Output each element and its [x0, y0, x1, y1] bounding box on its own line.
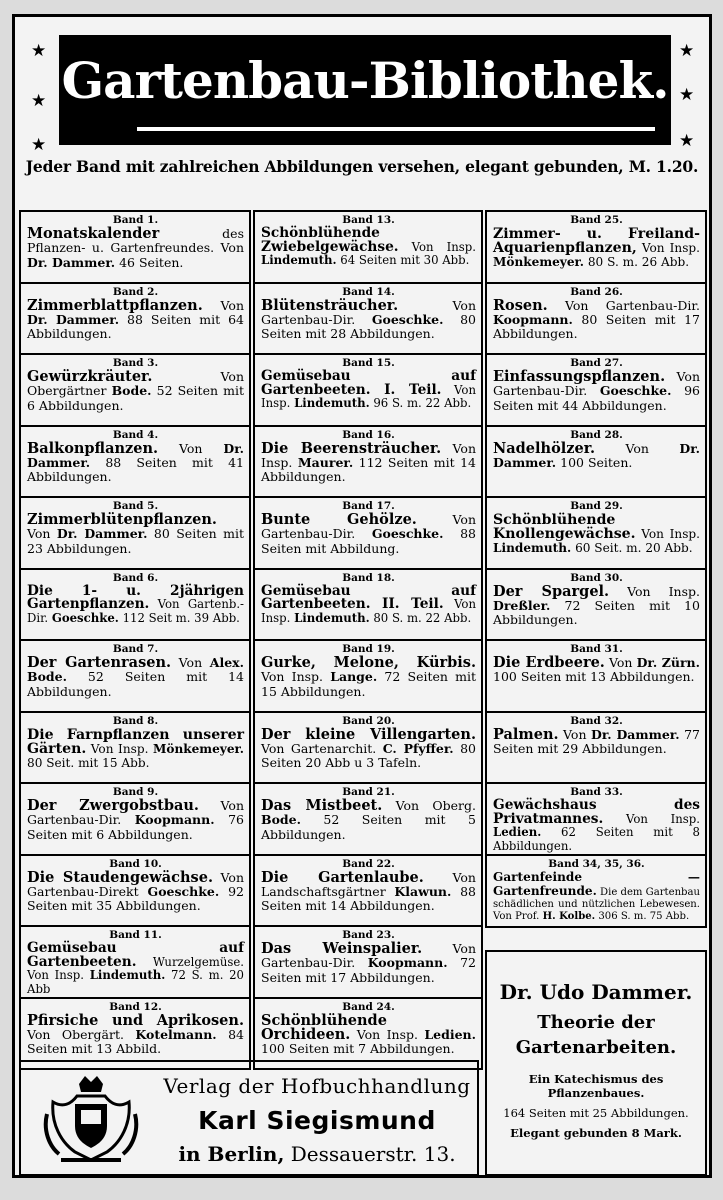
volume-pages: 52 Seiten mit 14 Abbildungen. — [27, 669, 244, 699]
volume-author: Mönkemeyer. — [152, 741, 244, 756]
ad-title: Theorie der Gartenarbeiten. — [515, 1012, 677, 1058]
volume-number: Band 19. — [342, 643, 395, 655]
volume-entry — [19, 496, 251, 570]
volume-detail: Von — [558, 726, 591, 742]
star-ornament-icon: ★ — [31, 41, 47, 61]
volume-detail: Von Insp. — [398, 239, 476, 254]
volume-entry — [253, 496, 483, 570]
volume-title: Bunte Gehölze. — [261, 511, 417, 528]
volume-author: Dr. Dammer. — [27, 311, 120, 327]
volume-author: Maurer. — [297, 454, 354, 470]
star-ornament-icon: ★ — [31, 135, 47, 155]
volume-detail: Von Oberg. — [382, 798, 477, 813]
volume-author: Dr. Dammer. — [27, 440, 244, 470]
volume-title: Die Farnpflanzen unserer Gärten. — [27, 726, 244, 757]
volume-number: Band 10. — [109, 857, 162, 870]
volume-pages: 96 S. m. 22 Abb. — [369, 396, 472, 411]
volume-pages: 72 Seiten mit 15 Abbildungen. — [261, 669, 476, 699]
volume-title: Der Zwergobstbau. — [27, 797, 199, 814]
volume-text — [27, 227, 244, 270]
volume-number: Band 8. — [112, 714, 159, 727]
volume-detail: Von — [27, 526, 57, 542]
volume-pages: 72 Seiten mit 10 Abbildungen. — [493, 597, 700, 628]
volume-number: Band 23. — [342, 929, 395, 941]
volume-text — [493, 439, 700, 471]
volume-text — [261, 656, 476, 699]
volume-author: Koopmann. — [367, 955, 448, 971]
volume-pages: 84 Seiten mit 13 Abbild. — [27, 1026, 244, 1057]
volume-author: Dr. Dammer. — [493, 440, 700, 470]
volume-detail: Von — [171, 655, 210, 670]
volume-detail: Von Insp. — [261, 597, 476, 625]
volume-title: Das Weinspalier. — [261, 940, 423, 957]
volume-number: Band 25. — [570, 214, 623, 226]
volume-detail: Von Landschaftsgärtner — [261, 869, 476, 899]
volume-entry — [253, 782, 483, 856]
page-title: Gartenbau-Bibliothek. — [61, 51, 669, 110]
star-ornament-icon: ★ — [679, 41, 695, 61]
volume-title: Gurke, Melone, Kürbis. — [261, 654, 476, 671]
volume-title: Der Spargel. — [493, 582, 610, 600]
volume-entry — [253, 925, 483, 999]
volume-author: Goeschke. — [147, 883, 220, 899]
volume-text — [261, 513, 476, 556]
volume-title: Das Mistbeet. — [261, 797, 383, 814]
volume-text — [27, 296, 244, 342]
volume-number: Band 6. — [112, 571, 159, 584]
volume-title: Rosen. — [493, 296, 548, 314]
volume-entry — [253, 639, 483, 713]
volume-author: Bode. — [261, 812, 301, 828]
volume-author: Lindemuth. — [493, 541, 572, 555]
volume-text — [493, 513, 700, 555]
volume-author: Lindemuth. — [294, 396, 370, 411]
volume-entry — [485, 854, 707, 928]
volume-entry — [485, 639, 707, 713]
volume-number: Band 11. — [109, 929, 162, 941]
volume-detail: Von Gartenbau-Direkt — [27, 869, 244, 899]
volume-pages: 77 Seiten mit 29 Abbildungen. — [493, 726, 700, 756]
volume-text — [27, 656, 244, 699]
volume-entry — [485, 568, 707, 642]
volume-entry — [253, 425, 483, 499]
volume-entry — [485, 353, 707, 427]
volume-entry — [19, 997, 251, 1071]
volume-text — [261, 868, 476, 914]
volume-detail: Von Insp. — [261, 440, 476, 470]
volume-detail: Von Gartenbau-Dir. — [261, 512, 476, 542]
volume-text — [493, 296, 700, 342]
volume-entry — [19, 425, 251, 499]
volume-entry — [485, 282, 707, 356]
volume-number: Band 34, 35, 36. — [548, 857, 645, 870]
volume-pages: 96 Seiten mit 44 Abbildungen. — [493, 383, 700, 413]
volume-text — [27, 582, 244, 626]
volume-entry — [19, 854, 251, 928]
volume-detail: Von Gartenbau-Dir. — [493, 369, 700, 399]
volume-entry — [19, 711, 251, 785]
volume-number: Band 21. — [342, 786, 395, 798]
book-advertisement — [485, 950, 707, 1176]
publisher-name: Karl Siegismund — [198, 1106, 436, 1135]
volume-number: Band 14. — [342, 285, 395, 298]
volume-title: Balkonpflanzen. — [27, 439, 159, 457]
volume-title: Gartenfeinde — Gartenfreunde. — [493, 869, 700, 898]
volume-entry — [19, 353, 251, 427]
volume-author: Dreßler. — [493, 597, 551, 613]
volume-number: Band 1. — [112, 214, 159, 226]
volume-text — [27, 728, 244, 770]
volume-detail: Von — [604, 655, 637, 670]
publisher-line: Verlag der Hofbuchhandlung — [163, 1074, 471, 1098]
volume-number: Band 28. — [570, 428, 623, 441]
volume-entry — [253, 568, 483, 642]
volume-author: Lindemuth. — [89, 968, 166, 983]
volume-author: Lange. — [330, 669, 378, 685]
volume-title: Gemüsebau auf Gartenbeeten. II. Teil. — [261, 582, 476, 613]
volume-text — [493, 656, 700, 685]
volume-number: Band 30. — [570, 571, 623, 584]
ad-price: Elegant gebunden 8 Mark. — [510, 1126, 682, 1140]
volume-entry — [485, 496, 707, 570]
publisher-address-line — [159, 1142, 475, 1166]
volume-author: Ledien. — [424, 1026, 476, 1042]
volume-title: Schönblühende Knollengewächse. — [493, 512, 636, 542]
volume-pages: 80 Seiten mit 17 Abbildungen. — [493, 311, 700, 342]
volume-text — [27, 942, 244, 996]
volume-number: Band 22. — [342, 857, 395, 870]
volume-author: Dr. Dammer. — [27, 254, 116, 270]
volume-text — [261, 439, 476, 485]
volume-entry — [253, 997, 483, 1071]
volume-number: Band 32. — [570, 714, 623, 727]
volume-detail: des Pflanzen- u. Gartenfreundes. Von — [27, 226, 244, 256]
volume-author: Klawun. — [394, 883, 452, 899]
volume-text — [493, 799, 700, 853]
volume-pages: 92 Seiten mit 35 Abbildungen. — [27, 883, 244, 914]
volume-author: Lindemuth. — [261, 253, 337, 268]
volume-text — [27, 799, 244, 842]
volume-text — [493, 227, 700, 269]
volume-pages: 100 Seiten mit 7 Abbildungen. — [261, 1041, 455, 1057]
volume-entry — [19, 568, 251, 642]
volume-author: Goeschke. — [599, 383, 672, 399]
volume-number: Band 27. — [570, 357, 623, 369]
volume-text — [27, 513, 244, 556]
volume-pages: 100 Seiten mit 13 Abbildungen. — [493, 669, 695, 685]
volume-title: Zimmer- u. Freiland-Aquarienpflanzen, — [493, 226, 700, 256]
volume-number: Band 33. — [570, 786, 623, 798]
volume-text — [261, 227, 476, 268]
volume-number: Band 26. — [570, 285, 623, 298]
volume-detail: Von Gartenb.-Dir. — [27, 597, 244, 625]
volume-text — [261, 799, 476, 842]
volume-text — [261, 1011, 476, 1057]
volume-pages: 88 Seiten mit Abbildung. — [261, 526, 476, 556]
volume-title: Die Beerensträucher. — [261, 439, 442, 457]
volume-pages: 52 Seiten mit 6 Abbildungen. — [27, 383, 244, 413]
volume-pages: 80 Seiten mit 23 Abbildungen. — [27, 526, 244, 556]
volume-detail: Von Insp. — [635, 527, 700, 541]
volume-detail: Von Gartenarchit. — [261, 740, 383, 756]
volume-entry — [485, 782, 707, 856]
volume-detail: Die dem Gartenbau schädlichen und nützlichen Lebewesen. Von Prof. — [493, 886, 701, 922]
volume-pages: 80 Seiten 20 Abb u 3 Tafeln. — [261, 740, 477, 771]
volume-pages: 100 Seiten. — [556, 454, 633, 470]
volume-text — [493, 582, 700, 628]
volume-number: Band 31. — [570, 643, 623, 655]
volume-title: Die Gartenlaube. — [261, 868, 424, 886]
publisher-address: Dessauerstr. 13. — [290, 1142, 456, 1166]
volume-pages: 52 Seiten mit 5 Abbildungen. — [261, 812, 476, 842]
volume-detail: Von Gartenbau-Dir. — [27, 798, 244, 828]
volume-detail: Von Insp. — [86, 741, 153, 756]
volume-pages: 62 Seiten mit 8 Abbildungen. — [493, 825, 700, 853]
coat-of-arms-icon — [41, 1074, 141, 1166]
volume-text — [261, 942, 476, 985]
volume-detail: Von Insp. — [636, 241, 700, 255]
volume-detail: Wurzelgemüse. Von Insp. — [27, 954, 244, 983]
volume-text — [261, 582, 476, 626]
volume-text — [27, 439, 244, 485]
volume-entry — [485, 711, 707, 785]
volume-number: Band 2. — [112, 285, 159, 298]
volume-text — [27, 1011, 244, 1057]
volume-pages: 80 S. m. 26 Abb. — [584, 255, 690, 269]
volume-title: Gewächshaus des Privatmannes. — [493, 797, 700, 827]
volume-number: Band 7. — [112, 643, 159, 655]
volume-number: Band 9. — [112, 786, 159, 798]
publisher-city: in Berlin, — [178, 1142, 285, 1166]
volume-title: Nadelhölzer. — [493, 439, 596, 457]
volume-title: Der Gartenrasen. — [27, 654, 172, 671]
volume-number: Band 18. — [342, 571, 395, 584]
volume-number: Band 3. — [112, 357, 159, 369]
volume-author: Koopmann. — [134, 812, 215, 828]
volume-number: Band 17. — [342, 500, 395, 512]
volume-detail: Von Gartenbau-Dir. — [261, 941, 476, 971]
volume-number: Band 16. — [342, 428, 395, 441]
volume-pages: 80 S. m. 22 Abb. — [369, 610, 472, 625]
volume-author: Koopmann. — [493, 311, 573, 327]
volume-entry — [485, 210, 707, 284]
publisher-imprint — [19, 1060, 479, 1176]
volume-pages: 88 Seiten mit 41 Abbildungen. — [27, 454, 244, 485]
volume-title: Schönblühende Orchideen. — [261, 1011, 387, 1043]
volume-pages: 112 Seiten mit 14 Abbildungen. — [261, 454, 476, 485]
volume-entry — [19, 282, 251, 356]
volume-title: Gemüsebau auf Gartenbeeten. — [27, 940, 244, 970]
volume-author: Goeschke. — [371, 526, 444, 542]
volume-pages: 72 S. m. 20 Abb — [27, 968, 244, 996]
star-ornament-icon: ★ — [679, 131, 695, 151]
volume-number: Band 29. — [570, 500, 623, 512]
volume-title: Die 1- u. 2jährigen Gartenpflanzen. — [27, 582, 244, 613]
title-banner — [59, 35, 671, 145]
volume-text — [493, 725, 700, 757]
volume-author: Ledien. — [493, 825, 542, 840]
volume-title: Zimmerblütenpflanzen. — [27, 511, 217, 528]
volume-text — [493, 370, 700, 413]
volume-author: Alex. Bode. — [27, 655, 244, 685]
volume-author: H. Kolbe. — [542, 910, 596, 922]
volume-author: Dr. Zürn. — [636, 655, 700, 670]
volume-number: Band 5. — [112, 500, 159, 512]
volume-detail: Von Insp. — [603, 811, 700, 826]
volume-author: Mönkemeyer. — [493, 255, 585, 269]
volume-title: Der kleine Villengarten. — [261, 725, 476, 743]
volume-entry — [253, 282, 483, 356]
volume-entry — [19, 210, 251, 284]
volume-detail: Von Insp. — [261, 669, 331, 685]
volume-detail: Von Obergärt. — [27, 1026, 136, 1042]
volume-detail: Von Gartenbau-Dir. — [547, 297, 700, 313]
volume-author: Bode. — [111, 383, 152, 399]
volume-pages: 60 Seit. m. 20 Abb. — [571, 541, 693, 555]
ad-author: Dr. Udo Dammer. — [499, 980, 693, 1004]
volume-title: Zimmerblattpflanzen. — [27, 296, 203, 314]
volume-number: Band 20. — [342, 714, 395, 727]
volume-entry — [253, 854, 483, 928]
series-subtitle: Jeder Band mit zahlreichen Abbildungen versehen, elegant gebunden, M. 1.20. — [25, 157, 699, 176]
volume-pages: 88 Seiten mit 14 Abbildungen. — [261, 883, 476, 914]
volume-author: C. Pfyffer. — [382, 740, 454, 756]
volume-entry — [253, 353, 483, 427]
volume-number: Band 4. — [112, 428, 159, 441]
volume-entry — [19, 639, 251, 713]
volume-text — [261, 296, 476, 342]
volume-text — [261, 370, 476, 411]
volume-pages: 88 Seiten mit 64 Abbildungen. — [27, 311, 244, 342]
volume-entry — [485, 425, 707, 499]
volume-detail: Von Insp. — [261, 382, 476, 411]
volume-title: Palmen. — [493, 725, 559, 743]
volume-pages: 46 Seiten. — [115, 254, 184, 270]
volume-author: Kotelmann. — [135, 1026, 217, 1042]
volume-entry — [19, 782, 251, 856]
volume-title: Die Staudengewächse. — [27, 868, 213, 886]
volume-title: Gewürzkräuter. — [27, 368, 153, 385]
volume-title: Blütensträucher. — [261, 296, 399, 314]
volume-author: Dr. Dammer. — [56, 526, 148, 542]
volume-title: Die Erdbeere. — [493, 654, 605, 671]
volume-number: Band 12. — [109, 1000, 162, 1013]
volume-detail: Von Insp. — [609, 583, 700, 599]
volume-text — [493, 871, 700, 923]
volume-title: Schönblühende Zwiebelgewächse. — [261, 225, 399, 255]
volume-pages: 80 Seiten mit 28 Abbildungen. — [261, 311, 476, 342]
volume-pages: 80 Seit. mit 15 Abb. — [27, 755, 150, 770]
volume-text — [27, 868, 244, 914]
volume-detail: Von — [595, 440, 680, 456]
volume-title: Pfirsiche und Aprikosen. — [27, 1011, 244, 1029]
volume-author: Dr. Dammer. — [590, 726, 680, 742]
volume-number: Band 24. — [342, 1000, 395, 1013]
volume-pages: 64 Seiten mit 30 Abb. — [336, 253, 470, 268]
star-ornament-icon: ★ — [31, 91, 47, 111]
volume-entry — [253, 711, 483, 785]
volume-number: Band 13. — [342, 214, 395, 226]
star-ornament-icon: ★ — [679, 85, 695, 105]
volume-text — [261, 725, 477, 771]
volume-detail: Von Gartenbau-Dir. — [261, 297, 476, 327]
volume-detail: Von Insp. — [350, 1026, 425, 1042]
volume-entry — [253, 210, 483, 284]
banner-rule — [137, 127, 655, 131]
volume-pages: 112 Seit m. 39 Abb. — [118, 610, 240, 625]
volume-author: Lindemuth. — [294, 610, 370, 625]
volume-title: Einfassungspflanzen. — [493, 368, 666, 385]
volume-pages: 76 Seiten mit 6 Abbildungen. — [27, 812, 244, 842]
volume-number: Band 15. — [342, 357, 395, 369]
volume-author: Goeschke. — [51, 610, 119, 625]
volume-detail: Von — [158, 440, 224, 456]
volume-author: Goeschke. — [371, 311, 444, 327]
volume-entry — [19, 925, 251, 999]
volume-detail: Von Obergärtner — [27, 369, 244, 399]
volume-pages: 306 S. m. 75 Abb. — [595, 910, 690, 922]
volume-detail: Von — [202, 297, 244, 313]
volume-title: Gemüsebau auf Gartenbeeten. I. Teil. — [261, 368, 476, 398]
volume-pages: 72 Seiten mit 17 Abbildungen. — [261, 955, 476, 985]
volume-title: Monatskalender — [27, 225, 160, 242]
ad-subtitle: Ein Katechismus des Pflanzenbaues. — [528, 1072, 664, 1100]
ad-pages: 164 Seiten mit 25 Abbildungen. — [503, 1106, 689, 1120]
volume-text — [27, 370, 244, 413]
advertisement-page — [12, 14, 712, 1178]
